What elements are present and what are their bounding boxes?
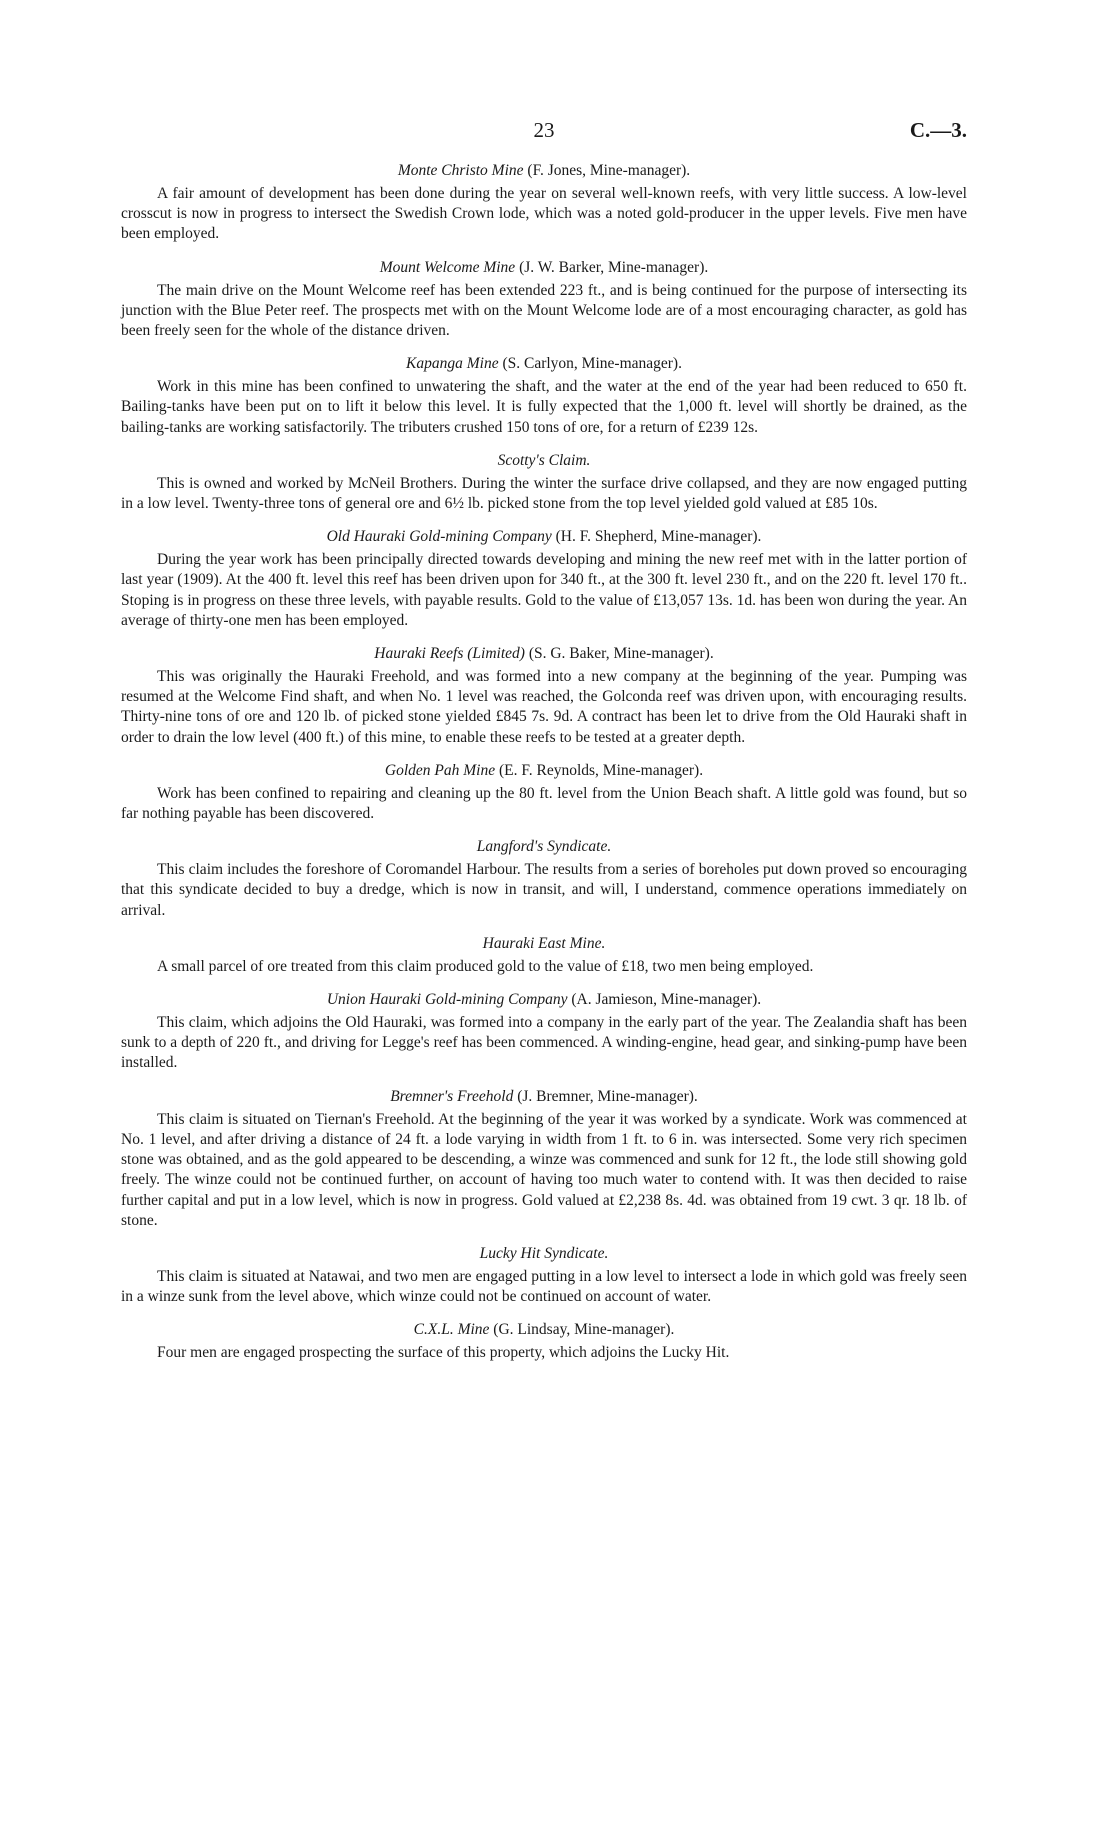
section-title: Monte Christo Mine	[397, 162, 524, 179]
section-body: Work in this mine has been confined to unwatering the shaft, and the water at the end of the year had been reduced to 650 ft. Bailing-tanks have been put on to lift it below this level. It is fully expected that the 1,000 ft. level will shortly be drained, as the bailing-tanks are working satisfactorily. The tributers crushed 150 tons of ore, for a return of £239 12s.	[121, 378, 967, 436]
section-subtitle: (J. W. Barker, Mine-manager).	[519, 258, 709, 276]
section-subtitle: (S. Carlyon, Mine-manager).	[502, 355, 682, 373]
section-title: Mount Welcome Mine	[379, 258, 516, 276]
section-title: Old Hauraki Gold-mining Company	[326, 528, 552, 546]
section-body: A fair amount of development has been done during the year on several well-known reefs, with very little success. A low-level crosscut is now in progress to intersect the Swedish Crown lode, which was a noted gold-producer in the upper levels. Five men have been employed.	[121, 185, 967, 243]
section-subtitle: (E. F. Reynolds, Mine-manager).	[498, 761, 704, 779]
section-title: Lucky Hit Syndicate.	[479, 1244, 609, 1262]
section-heading	[121, 527, 967, 547]
paper-reference: C.—3.	[909, 118, 967, 142]
document-page	[121, 118, 967, 1364]
section-heading	[121, 1244, 967, 1264]
section-heading	[121, 990, 967, 1010]
section-scottys-claim	[121, 451, 967, 514]
section-hauraki-east	[121, 934, 967, 977]
section-bremners-freehold	[121, 1087, 967, 1231]
section-title: Kapanga Mine	[406, 355, 499, 373]
section-heading	[121, 644, 967, 664]
section-title: Union Hauraki Gold-mining Company	[326, 991, 568, 1009]
section-subtitle: (S. G. Baker, Mine-manager).	[528, 645, 714, 663]
page-number: 23	[533, 118, 555, 142]
section-kapanga	[121, 354, 967, 438]
section-body: Four men are engaged prospecting the surface of this property, which adjoins the Lucky Hit.	[157, 1344, 730, 1362]
section-heading	[121, 451, 967, 471]
section-body: During the year work has been principally directed towards developing and mining the new reef met with in the latter portion of last year (1909). At the 400 ft. level this reef has been driven upon for 340 ft., at the 300 ft. level 230 ft., and on the 220 ft. level 170 ft.. Stoping is in progress on these three levels, with payable results. Gold to the value of £13,057 13s. 1d. has been won during the year. An average of thirty-one men has been employed.	[121, 551, 967, 629]
section-subtitle: (F. Jones, Mine-manager).	[527, 162, 691, 179]
section-union-hauraki	[121, 990, 967, 1074]
page-header	[121, 118, 967, 148]
section-heading	[121, 161, 967, 181]
section-subtitle: (J. Bremner, Mine-manager).	[517, 1087, 698, 1105]
section-title: Langford's Syndicate.	[476, 838, 612, 856]
section-lucky-hit	[121, 1244, 967, 1307]
section-golden-pah	[121, 761, 967, 824]
section-langfords-syndicate	[121, 837, 967, 921]
section-heading	[121, 934, 967, 954]
section-heading	[121, 354, 967, 374]
section-title: Bremner's Freehold	[390, 1087, 514, 1105]
section-old-hauraki	[121, 527, 967, 631]
section-cxl-mine	[121, 1320, 967, 1363]
section-body: This was originally the Hauraki Freehold, and was formed into a new company at the beginning of the year. Pumping was resumed at the Welcome Find shaft, and when No. 1 level was reached, the Golconda reef was driven upon, with encouraging results. Thirty-nine tons of ore and 120 lb. of picked stone yielded £845 7s. 9d. A contract has been let to drive from the Old Hauraki shaft in order to drain the low level (400 ft.) of this mine, to enable these reefs to be tested at a greater depth.	[121, 668, 967, 746]
section-heading	[121, 1320, 967, 1340]
section-heading	[121, 1087, 967, 1107]
section-subtitle: (G. Lindsay, Mine-manager).	[493, 1321, 675, 1339]
section-title: Scotty's Claim.	[497, 451, 591, 469]
section-hauraki-reefs	[121, 644, 967, 748]
section-title: C.X.L. Mine	[413, 1321, 490, 1339]
section-title: Hauraki Reefs (Limited)	[374, 645, 525, 663]
section-body: This claim is situated at Natawai, and two men are engaged putting in a low level to intersect a lode in which gold was freely seen in a winze sunk from the level above, which winze could not be continued on account of water.	[121, 1267, 967, 1306]
section-heading	[121, 761, 967, 781]
section-monte-christo	[121, 161, 967, 245]
section-subtitle: (A. Jamieson, Mine-manager).	[571, 991, 762, 1009]
section-body: Work has been confined to repairing and cleaning up the 80 ft. level from the Union Beach shaft. A little gold was found, but so far nothing payable has been discovered.	[121, 784, 967, 823]
section-subtitle: (H. F. Shepherd, Mine-manager).	[555, 528, 762, 546]
section-mount-welcome	[121, 258, 967, 342]
section-body: This claim, which adjoins the Old Hauraki, was formed into a company in the early part of the year. The Zealandia shaft has been sunk to a depth of 220 ft., and driving for Legge's reef has been commenced. A winding-engine, head gear, and sinking-pump have been installed.	[121, 1014, 967, 1072]
section-body: This is owned and worked by McNeil Brothers. During the winter the surface drive collapsed, and they are now engaged putting in a low level. Twenty-three tons of general ore and 6½ lb. picked stone from the top level yielded gold valued at £85 10s.	[121, 474, 967, 513]
section-title: Golden Pah Mine	[384, 761, 496, 779]
section-body: This claim is situated on Tiernan's Freehold. At the beginning of the year it was worked by a syndicate. Work was commenced at No. 1 level, and after driving a distance of 24 ft. a lode varying in width from 1 ft. to 6 in. was intersected. Some very rich specimen stone was obtained, and as the gold appeared to be descending, a winze was commenced and sunk for 12 ft., the lode still showing gold freely. The winze could not be continued further, on account of having too much water to contend with. It was then decided to raise further capital and put in a low level, which is now in progress. Gold valued at £2,238 8s. 4d. was obtained from 19 cwt. 3 qr. 18 lb. of stone.	[121, 1110, 967, 1229]
section-title: Hauraki East Mine.	[482, 934, 606, 952]
section-body: This claim includes the foreshore of Coromandel Harbour. The results from a series of boreholes put down proved so encouraging that this syndicate decided to buy a dredge, which is now in transit, and will, I understand, commence operations immediately on arrival.	[121, 861, 967, 919]
section-body: A small parcel of ore treated from this claim produced gold to the value of £18, two men being employed.	[157, 957, 814, 975]
section-body: The main drive on the Mount Welcome reef has been extended 223 ft., and is being continued for the purpose of intersecting its junction with the Blue Peter reef. The prospects met with on the Mount Welcome lode are of a most encouraging character, as gold has been freely seen for the whole of the distance driven.	[121, 281, 967, 340]
section-heading	[121, 258, 967, 278]
section-heading	[121, 837, 967, 857]
